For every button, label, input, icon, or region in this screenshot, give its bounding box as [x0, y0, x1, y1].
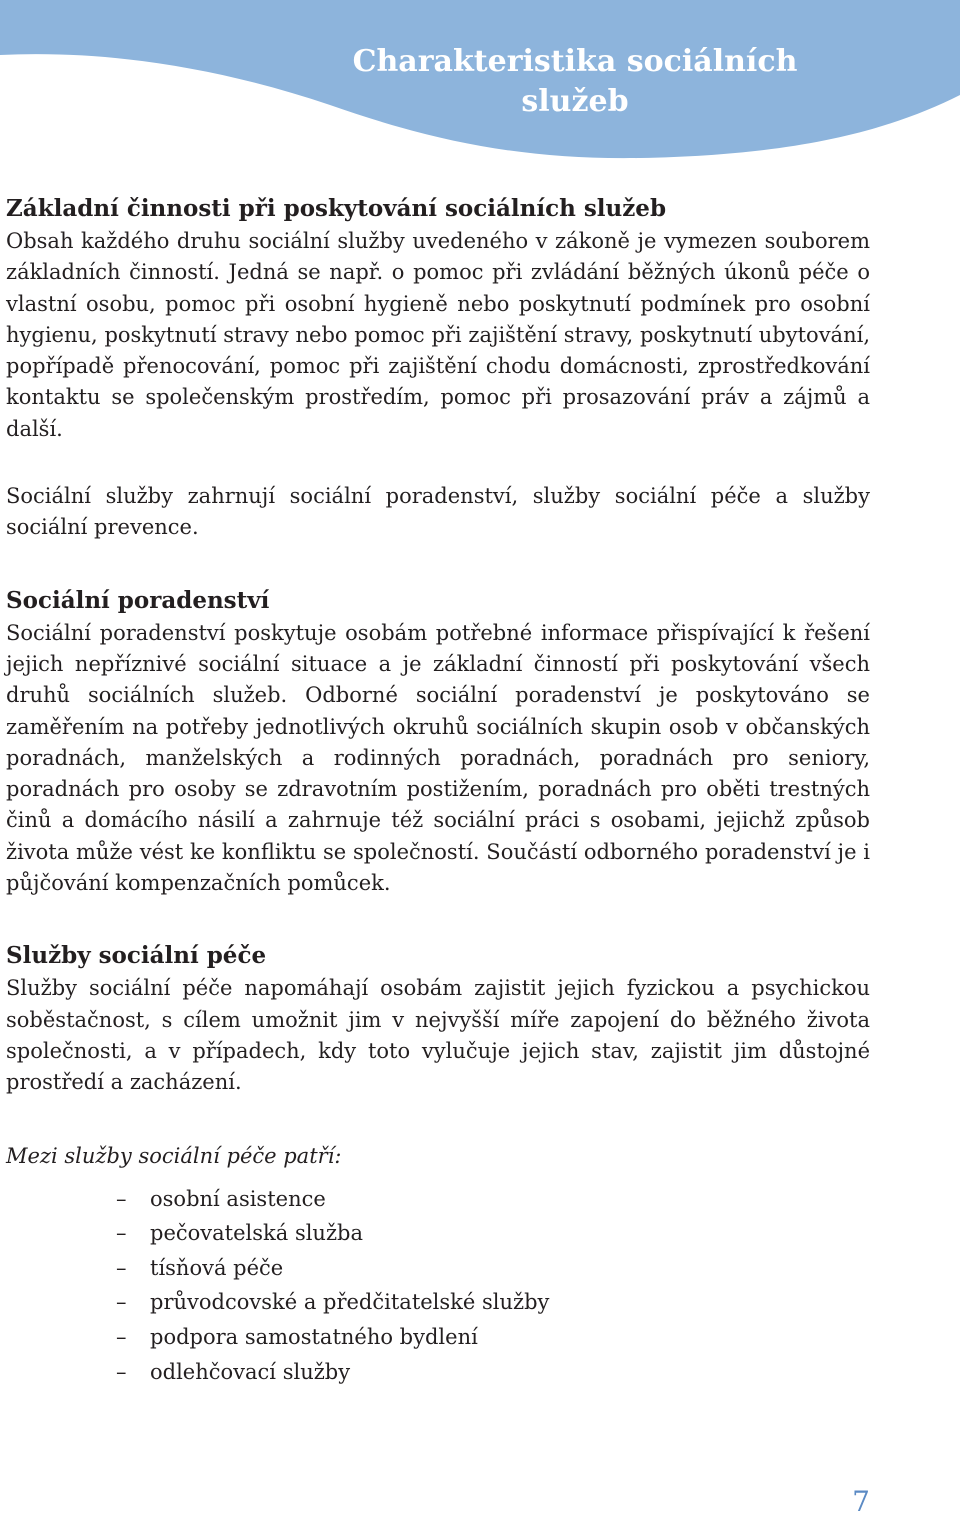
- paragraph-social-care: Služby sociální péče napomáhají osobám zajistit jejich fyzickou a psychickou soběstačnost, s cílem umožnit jim v nejvyšší míře zapojení do běžného života společnosti, a v případech, kdy toto vylučuje jejich stav, zajistit jim důstojné prostředí a zacházení.: [6, 976, 870, 1095]
- list-item-text: podpora samostatného bydlení: [150, 1324, 478, 1349]
- list-item-text: osobní asistence: [150, 1186, 326, 1211]
- care-services-list: [6, 1182, 870, 1390]
- page-title: Charakteristika sociálních služeb: [352, 44, 798, 119]
- paragraph-counseling: Sociální poradenství poskytuje osobám potřebné informace přispívající k řešení jejich nepříznivé sociální situace a je základní činností při poskytování všech druhů sociálních služeb. Odborné sociální poradenství je poskytováno se zaměřením na potřeby jednotlivých okruhů sociálních skupin osob v občanských poradnách, manželských a rodinných poradnách, poradnách pro seniory, poradnách pro osoby se zdravotním postižením, poradnách pro oběti trestných činů a domácího násilí a zahrnuje též sociální práci s osobami, jejichž způsob života může vést ke konfliktu se společností. Součástí odborného poradenství je i půjčování kompenzačních pomůcek.: [6, 620, 870, 896]
- list-item: [6, 1251, 870, 1286]
- list-item-text: odlehčovací služby: [150, 1359, 351, 1384]
- list-item: [6, 1285, 870, 1320]
- list-dash: –: [116, 1324, 127, 1349]
- section-heading-basic-activities: Základní činnosti při poskytování sociálních služeb: [6, 195, 667, 222]
- list-item-text: tísňová péče: [150, 1255, 284, 1280]
- list-dash: –: [116, 1359, 127, 1384]
- main-content: [6, 192, 870, 1389]
- header-banner: [0, 0, 960, 170]
- page-number: 7: [852, 1485, 870, 1518]
- care-list-intro: Mezi služby sociální péče patří:: [6, 1143, 342, 1168]
- list-item-text: průvodcovské a předčitatelské služby: [150, 1290, 550, 1315]
- list-item: [6, 1355, 870, 1390]
- section-heading-social-care: Služby sociální péče: [6, 942, 267, 970]
- list-item-text: pečovatelská služba: [150, 1221, 363, 1246]
- list-dash: –: [116, 1221, 127, 1246]
- paragraph-basic-activities: Obsah každého druhu sociální služby uvedeného v zákoně je vymezen souborem základních činností. Jedná se např. o pomoc při zvládání běžných úkonů péče o vlastní osobu, pomoc při osobní hygieně nebo poskytnutí podmínek pro osobní hygienu, poskytnutí stravy nebo pomoc při zajištění stravy, poskytnutí ubytování, popřípadě přenocování, pomoc při zajištění chodu domácnosti, zprostředkování kontaktu se společenským prostředím, pomoc při prosazování práv a zájmů a další.: [6, 229, 870, 441]
- list-item: [6, 1182, 870, 1217]
- list-dash: –: [116, 1290, 127, 1315]
- list-item: [6, 1320, 870, 1355]
- list-item: [6, 1216, 870, 1251]
- list-dash: –: [116, 1255, 127, 1280]
- section-heading-counseling: Sociální poradenství: [6, 586, 270, 614]
- list-dash: –: [116, 1186, 127, 1211]
- paragraph-service-types: Sociální služby zahrnují sociální poradenství, služby sociální péče a služby sociální prevence.: [6, 484, 870, 540]
